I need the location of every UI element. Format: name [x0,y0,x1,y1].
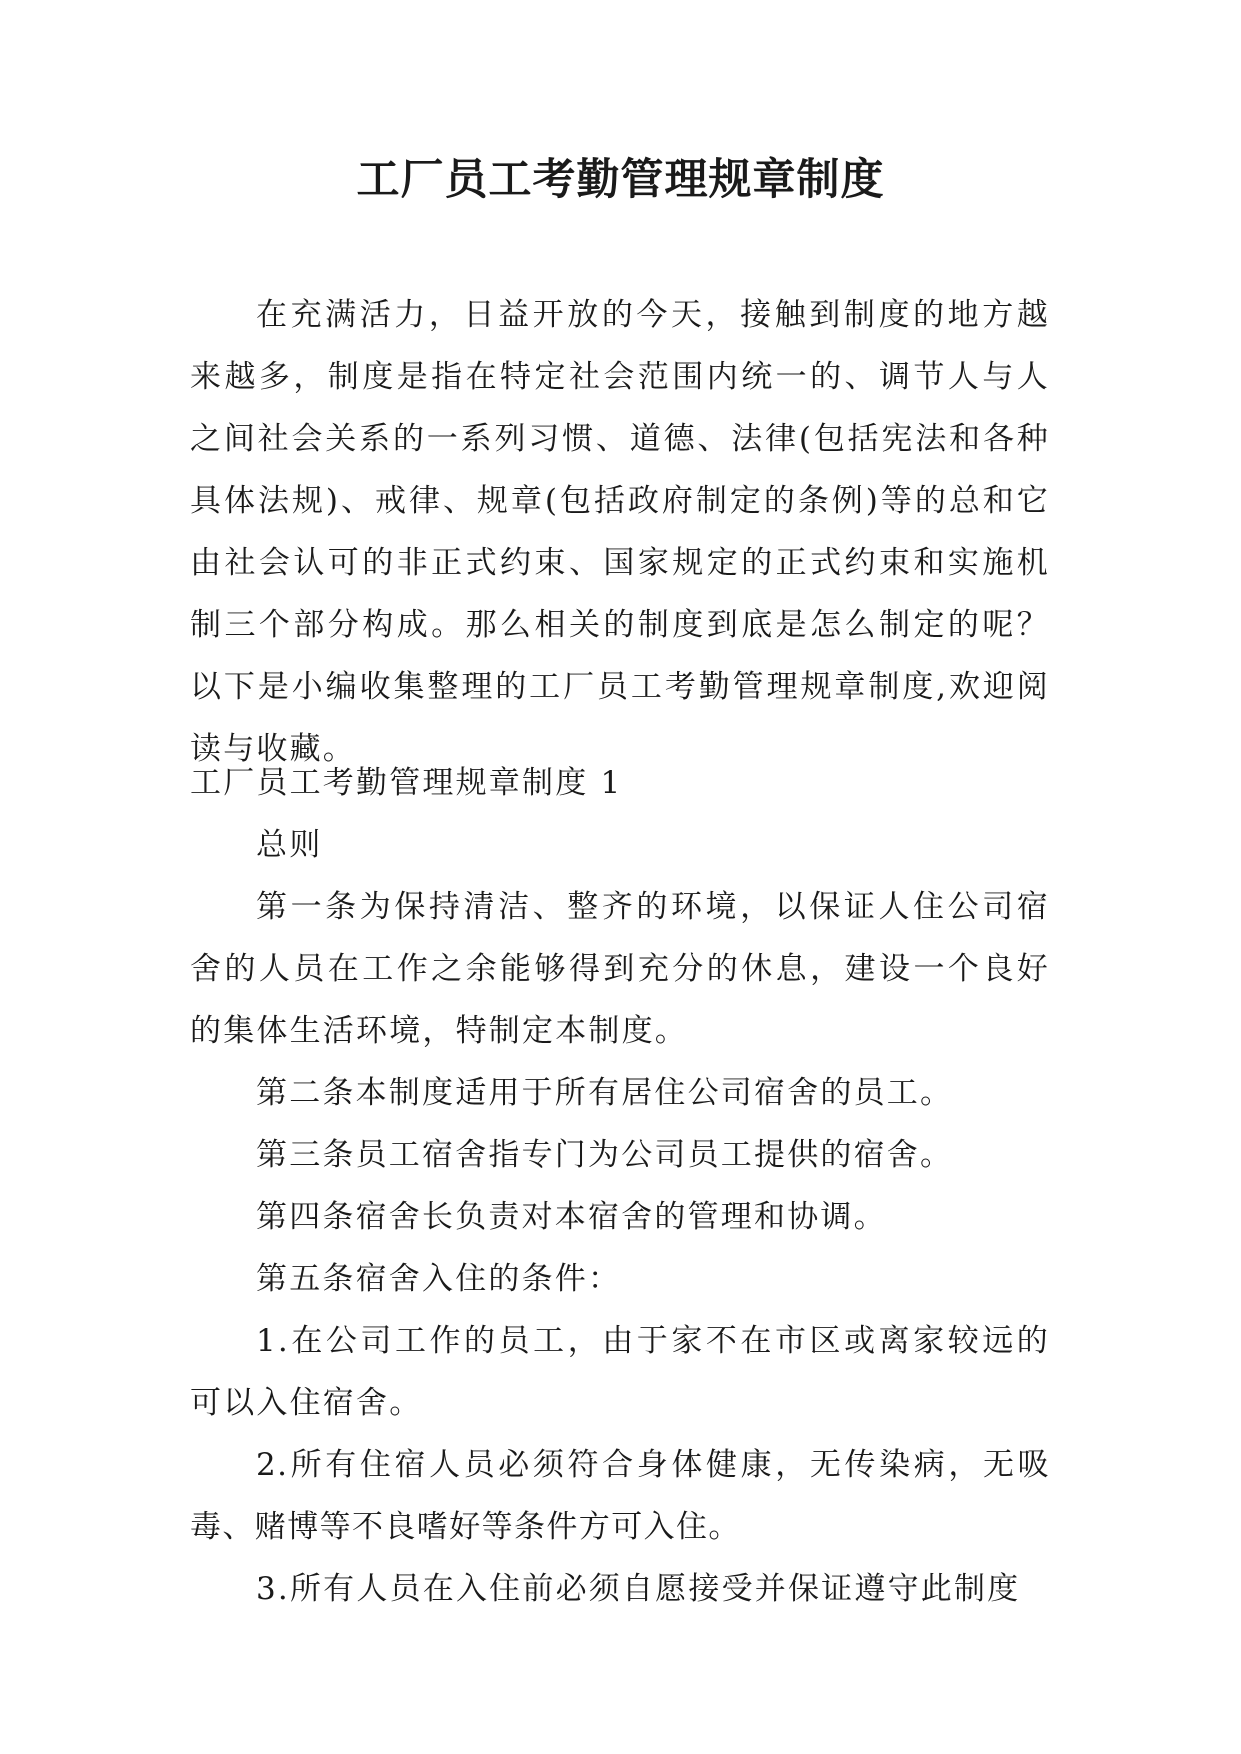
paragraph-article-1: 第一条为保持清洁、整齐的环境，以保证人住公司宿舍的人员在工作之余能够得到充分的休息，建设一个良好的集体生活环境，特制定本制度。 [190,889,1050,1049]
paragraph-general: 总则 [256,827,323,863]
paragraph-article-3: 第三条员工宿舍指专门为公司员工提供的宿舍。 [256,1137,954,1173]
paragraph-item-2: 2.所有住宿人员必须符合身体健康，无传染病，无吸毒、赌博等不良嗜好等条件方可入住。 [190,1447,1050,1545]
paragraph-item-1: 1.在公司工作的员工，由于家不在市区或离家较远的可以入住宿舍。 [190,1323,1050,1421]
paragraph-article-4: 第四条宿舍长负责对本宿舍的管理和协调。 [256,1199,887,1235]
document-title: 工厂员工考勤管理规章制度 [356,155,885,205]
paragraph-article-2: 第二条本制度适用于所有居住公司宿舍的员工。 [256,1075,954,1111]
paragraph-article-5: 第五条宿舍入住的条件： [256,1261,622,1297]
intro-paragraph: 在充满活力，日益开放的今天，接触到制度的地方越来越多，制度是指在特定社会范围内统一的、调节人与人之间社会关系的一系列习惯、道德、法律(包括宪法和各种具体法规)、戒律、规章(包括政府制定的条例)等的总和它由社会认可的非正式约束、国家规定的正式约束和实施机制三个部分构成。那么相关的制度到底是怎么制定的呢？以下是小编收集整理的工厂员工考勤管理规章制度,欢迎阅读与收藏。 [190,297,1050,767]
section-heading: 工厂员工考勤管理规章制度 1 [190,765,623,801]
regulation-section [190,752,1050,1620]
paragraph-item-3: 3.所有人员在入住前必须自愿接受并保证遵守此制度 [256,1571,1021,1607]
intro-section [190,284,1050,780]
